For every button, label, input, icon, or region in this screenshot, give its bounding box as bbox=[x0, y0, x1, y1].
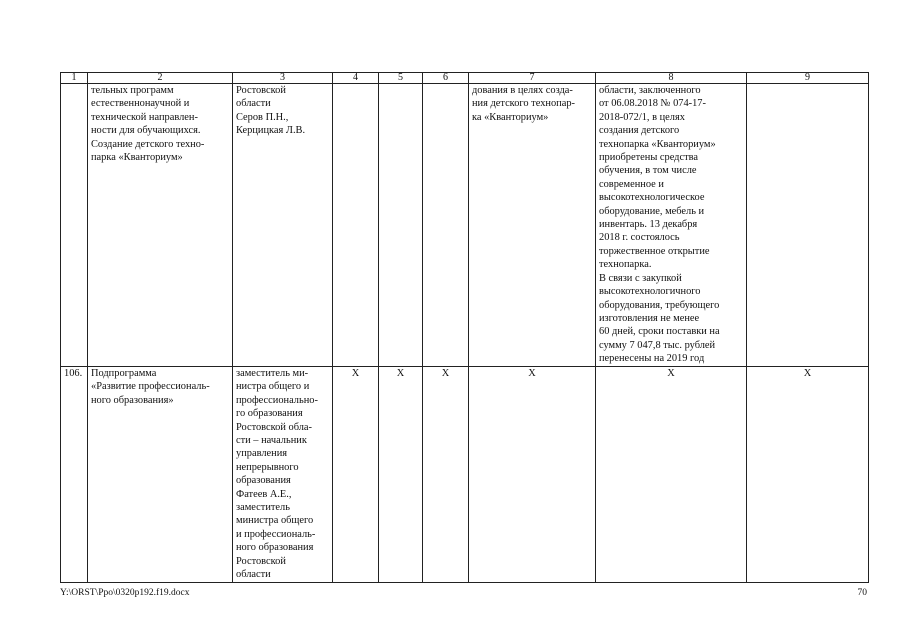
col-num-5: 5 bbox=[379, 73, 423, 84]
report-table bbox=[60, 72, 869, 583]
cell-col9: X bbox=[747, 367, 869, 583]
cell-col5: X bbox=[379, 367, 423, 583]
cell-num bbox=[61, 84, 88, 367]
col-num-8: 8 bbox=[596, 73, 747, 84]
col-num-7: 7 bbox=[469, 73, 596, 84]
cell-col6: X bbox=[423, 367, 469, 583]
col-num-4: 4 bbox=[333, 73, 379, 84]
col-num-9: 9 bbox=[747, 73, 869, 84]
cell-num: 106. bbox=[61, 367, 88, 583]
cell-col4 bbox=[333, 84, 379, 367]
column-number-row bbox=[61, 73, 869, 84]
col-num-2: 2 bbox=[88, 73, 233, 84]
cell-result: X bbox=[469, 367, 596, 583]
cell-responsible: Ростовской области Серов П.Н., Керцицкая Л.В. bbox=[233, 84, 333, 367]
table-row-continued bbox=[61, 84, 869, 367]
cell-col9 bbox=[747, 84, 869, 367]
cell-status: области, заключенного от 06.08.2018 № 074-17- 2018-072/1, в целях создания детского технопарка «Кванториум» приобретены средства обучения, в том числе современное и высокотехнологическое оборудование, мебель и инвентарь. 13 декабря 2018 г. состоялось торжественное открытие технопарка. В связи с закупкой высокотехнологичного оборудования, требующего изготовления не менее 60 дней, сроки поставки на сумму 7 047,8 тыс. рублей перенесены на 2019 год bbox=[596, 84, 747, 367]
cell-responsible: заместитель ми- нистра общего и профессионально- го образования Ростовской обла- сти – начальник управления непрерывного образования Фатеев А.Е., заместитель министра общего и профессиональ- ного образования Ростовской области bbox=[233, 367, 333, 583]
page-number: 70 bbox=[857, 588, 867, 598]
cell-col4: X bbox=[333, 367, 379, 583]
cell-col6 bbox=[423, 84, 469, 367]
col-num-6: 6 bbox=[423, 73, 469, 84]
col-num-1: 1 bbox=[61, 73, 88, 84]
cell-activity: тельных программ естественнонаучной и технической направлен- ности для обучающихся. Создание детского техно- парка «Кванториум» bbox=[88, 84, 233, 367]
table-row-106 bbox=[61, 367, 869, 583]
footer-file-path: Y:\ORST\Ppo\0320p192.f19.docx bbox=[60, 588, 190, 598]
col-num-3: 3 bbox=[233, 73, 333, 84]
cell-result: дования в целях созда- ния детского технопар- ка «Кванториум» bbox=[469, 84, 596, 367]
cell-activity: Подпрограмма «Развитие профессиональ- ного образования» bbox=[88, 367, 233, 583]
cell-col5 bbox=[379, 84, 423, 367]
cell-status: X bbox=[596, 367, 747, 583]
